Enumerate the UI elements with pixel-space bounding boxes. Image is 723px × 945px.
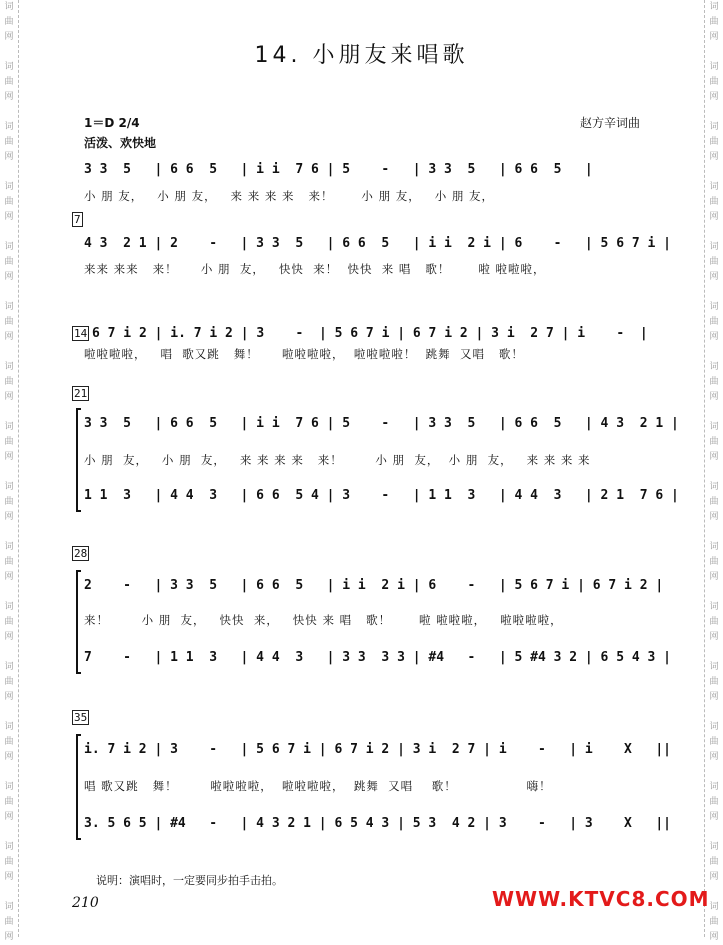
footnote: 说明：演唱时，一定要同步拍手击拍。 [96,874,283,887]
measure-number: 14 [74,327,88,340]
measure-number: 7 [74,213,81,226]
measure-number: 28 [74,547,88,560]
system-brace [76,408,81,512]
lyrics-line: 小 朋 友， 小 朋 友， 来 来 来 来 来！ 小 朋 友， 小 朋 友， 来 来 来 来 [84,453,591,467]
notation-line: 6 7 i 2 | i. 7 i 2 | 3 - | 5 6 7 i | 6 7 i 2 | 3 i 2 7 | i - | [92,326,648,341]
notation-line-lower: 1 1 3 | 4 4 3 | 6 6 5 4 | 3 - | 1 1 3 | 4 4 3 | 2 1 7 6 | [84,488,679,503]
notation-line: 3 3 5 | 6 6 5 | i i 7 6 | 5 - | 3 3 5 | 6 6 5 | [84,162,593,177]
tempo-marking: 活泼、欢快地 [84,136,157,150]
system-brace [76,734,81,840]
score-system-2 [72,212,671,276]
lyrics-line: 小 朋 友， 小 朋 友， 来 来 来 来 来！ 小 朋 友， 小 朋 友， [84,189,495,203]
site-logo: WWW.KTVC8.COM [492,887,710,911]
side-watermark-left: 词 曲 网 词 曲 网 词 曲 网 词 曲 网 词 曲 网 词 曲 网 词 曲 网 词 曲 网 词 曲 网 词 曲 网 词 曲 网 词 曲 网 词 曲 网 词 曲 网 词 曲 网 词 曲 网 [4,2,14,942]
notation-line: 4 3 2 1 | 2 - | 3 3 5 | 6 6 5 | i i 2 i | 6 - | 5 6 7 i | [84,236,671,251]
system-brace [76,570,81,674]
side-watermark-right: 词 曲 网 词 曲 网 词 曲 网 词 曲 网 词 曲 网 词 曲 网 词 曲 网 词 曲 网 词 曲 网 词 曲 网 词 曲 网 词 曲 网 词 曲 网 词 曲 网 词 曲 网 词 曲 网 [709,2,719,942]
measure-number: 35 [74,711,88,724]
notation-line-upper: i. 7 i 2 | 3 - | 5 6 7 i | 6 7 i 2 | 3 i 2 7 | i - | i X || [84,742,671,757]
lyrics-line: 来！ 小 朋 友， 快快 来， 快快 来 唱 歌！ 啦 啦啦啦， 啦啦啦啦， [84,613,563,627]
right-border [704,0,705,937]
score-system-3 [72,326,664,390]
lyrics-line: 来来 来来 来！ 小 朋 友， 快快 来！ 快快 来 唱 歌！ 啦 啦啦啦， [84,262,546,276]
notation-line-lower: 7 - | 1 1 3 | 4 4 3 | 3 3 3 3 | #4 - | 5 #4 3 2 | 6 5 4 3 | [84,650,671,665]
composer-credit: 赵方辛词曲 [580,116,641,130]
score-system-6 [72,710,671,834]
notation-line-upper: 3 3 5 | 6 6 5 | i i 7 6 | 5 - | 3 3 5 | 6 6 5 | 4 3 2 1 | [84,416,679,431]
page-number: 210 [72,895,99,911]
lyrics-line: 啦啦啦啦， 唱 歌又跳 舞！ 啦啦啦啦， 啦啦啦啦！ 跳舞 又唱 歌！ [84,347,524,361]
notation-line-lower: 3. 5 6 5 | #4 - | 4 3 2 1 | 6 5 4 3 | 5 3 4 2 | 3 - | 3 X || [84,816,671,831]
lyrics-line: 唱 歌又跳 舞！ 啦啦啦啦， 啦啦啦啦， 跳舞 又唱 歌！ 嗨！ [84,779,552,793]
song-title: 14. 小朋友来唱歌 [254,43,469,68]
left-border [18,0,19,937]
notation-line-upper: 2 - | 3 3 5 | 6 6 5 | i i 2 i | 6 - | 5 6 7 i | 6 7 i 2 | [84,578,664,593]
key-signature: 1＝D 2/4 [84,116,140,130]
score-system-1 [72,158,664,208]
score-system-5 [72,546,671,670]
measure-number: 21 [74,387,88,400]
score-system-4 [72,386,679,510]
